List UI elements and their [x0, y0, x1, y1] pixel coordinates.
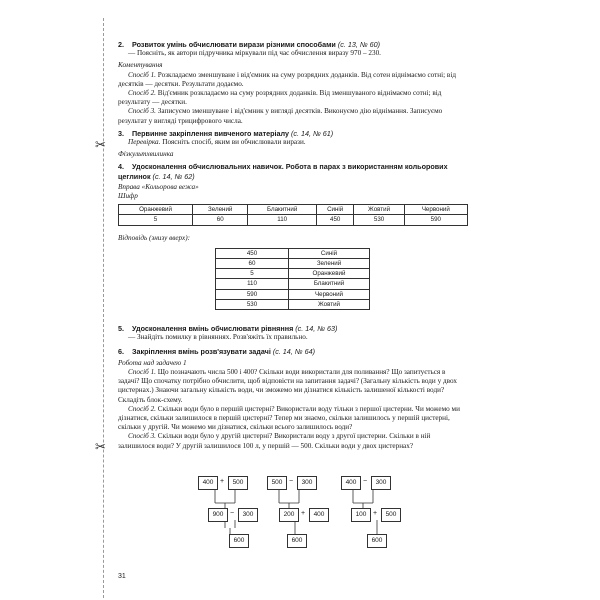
commentary-label: Коментування [118, 61, 163, 70]
table-cell: Синій [289, 248, 370, 258]
section-4-heading: 4. Удосконалення обчислювальних навичок. Робота в парах з використанням кольорових цеглинок (с. 14, № 62) [118, 162, 448, 181]
scheme-operator: + [219, 478, 225, 485]
table-cell: Блакитний [248, 205, 317, 215]
table-cell: Жовтий [289, 299, 370, 309]
method-1: Спосіб 1. Розкладаємо зменшуване і від'ємник на суму розрядних доданків. Від сотен віднімаємо сотні; від десятків — десятки. Результати додаємо. [118, 70, 456, 88]
table-row [216, 248, 370, 258]
table-cell: 450 [316, 215, 354, 225]
table-cell: Жовтий [354, 205, 404, 215]
table-cell: 590 [216, 289, 289, 299]
table-row [216, 259, 370, 269]
scheme-box: 300 [238, 508, 258, 522]
table-cell: Зелений [193, 205, 248, 215]
lesson-content [118, 40, 468, 451]
scheme-box: 400 [198, 476, 218, 490]
table-cell: Зелений [289, 259, 370, 269]
scheme-operator: − [229, 510, 235, 517]
section-6-heading: 6. Закріплення вмінь розв'язувати задачі (с. 14, № 64) [118, 347, 315, 357]
scheme-operator: − [362, 478, 368, 485]
task-label: Робота над задачею 1 [118, 358, 187, 367]
table-cell: Синій [316, 205, 354, 215]
scheme-operator: + [300, 510, 306, 517]
table-row [216, 279, 370, 289]
table-row [119, 215, 468, 225]
scheme-box: 400 [341, 476, 361, 490]
table-cell: 590 [404, 215, 467, 225]
task-method-2: Спосіб 2. Скільки води було в першій цистерні? Використали воду тільки з першої цистерни. Чи можемо ми дізнатися, скільки залишилося в першій цистерні? Тепер ми знаємо, скільки залишилось у першій цистерні, скільки у другій. Чи можемо ми дізнатися, скільки всього залишилось води? [118, 404, 460, 432]
table-cell: 110 [216, 279, 289, 289]
check-line: Перевірка. Поясніть спосіб, яким ви обчислювали вирази. [128, 138, 306, 147]
scheme-result-box: 600 [287, 534, 307, 548]
scissors-icon: ✂ [95, 439, 106, 454]
scheme-box: 900 [208, 508, 228, 522]
fizkult-label: Фізкультхвилинка [118, 150, 174, 159]
scheme-box: 200 [279, 508, 299, 522]
cut-line [103, 18, 104, 598]
table-cell: 110 [248, 215, 317, 225]
section-2-question: — Поясніть, як автори підручника міркували під час обчислення виразу 970 – 230. [128, 49, 381, 58]
table-cell: 60 [216, 259, 289, 269]
scheme-box: 500 [381, 508, 401, 522]
scheme-box: 500 [228, 476, 248, 490]
scheme-result-box: 600 [229, 534, 249, 548]
scheme-result-box: 600 [367, 534, 387, 548]
scheme-box: 300 [371, 476, 391, 490]
table-cell: 5 [216, 269, 289, 279]
table-cell: Оранжевий [119, 205, 193, 215]
scheme-box: 400 [309, 508, 329, 522]
block-schemes [195, 470, 455, 560]
section-5-text: — Знайдіть помилку в рівняннях. Розв'яжіть їх правильно. [128, 333, 308, 342]
section-5-heading: 5. Удосконалення вмінь обчислювати рівняння (с. 14, № 63) [118, 324, 338, 334]
table-cell: 60 [193, 215, 248, 225]
scheme-operator: + [372, 510, 378, 517]
table-cell: 450 [216, 248, 289, 258]
table-cell: Оранжевий [289, 269, 370, 279]
table-row [216, 269, 370, 279]
cipher-table [118, 204, 468, 225]
table-cell: 530 [216, 299, 289, 309]
section-3-heading: 3. Первинне закріплення вивченого матеріалу (с. 14, № 61) [118, 128, 334, 138]
method-3: Спосіб 3. Записуємо зменшуване і від'ємник у вигляді десятків. Виконуємо дію віднімання. Записуємо результат у вигляді трицифрового числа. [118, 107, 443, 125]
page-number: 31 [118, 573, 126, 580]
scheme-box: 500 [267, 476, 287, 490]
table-cell: 530 [354, 215, 404, 225]
tower-table [215, 248, 370, 310]
table-row [119, 205, 468, 215]
scheme-box: 300 [297, 476, 317, 490]
task-method-3: Спосіб 3. Скільки води було у другій цистерні? Використали воду з другої цистерни. Скільки в ній залишилося води? У другій залишилося 100 л, у першій — 500. Скільки води у двох цистернах? [118, 432, 431, 450]
answer-label: Відповідь (знизу вверх): [118, 233, 190, 242]
table-cell: Червоний [404, 205, 467, 215]
scheme-operator: − [288, 478, 294, 485]
exercise-title: Вправа «Кольорова вежа» [118, 182, 199, 191]
table-row [216, 299, 370, 309]
section-2-heading: 2. Розвиток умінь обчислювати вирази різними способами (с. 13, № 60) [118, 40, 380, 49]
table-row [216, 289, 370, 299]
task-method-1: Спосіб 1. Що позначають числа 500 і 400? Скільки води використали для поливання? Що запитується в задачі? Що спочатку потрібно обчислити, щоб відповісти на запитання задачі? (Загальну кількість води у двох цистернах.) Знаючи загальну кількість води, чи зможемо ми дізнатися кількість залишеної кількості води? Складіть блок-схему. [118, 367, 457, 404]
method-2: Спосіб 2. Від'ємник розкладаємо на суму розрядних доданків. Від зменшуваного віднімаємо сотні; від результату — десятки. [118, 89, 442, 107]
table-cell: Блакитний [289, 279, 370, 289]
scissors-icon: ✂ [95, 137, 106, 152]
table-cell: Червоний [289, 289, 370, 299]
scheme-box: 100 [351, 508, 371, 522]
cipher-label: Шифр [118, 192, 138, 201]
table-cell: 5 [119, 215, 193, 225]
